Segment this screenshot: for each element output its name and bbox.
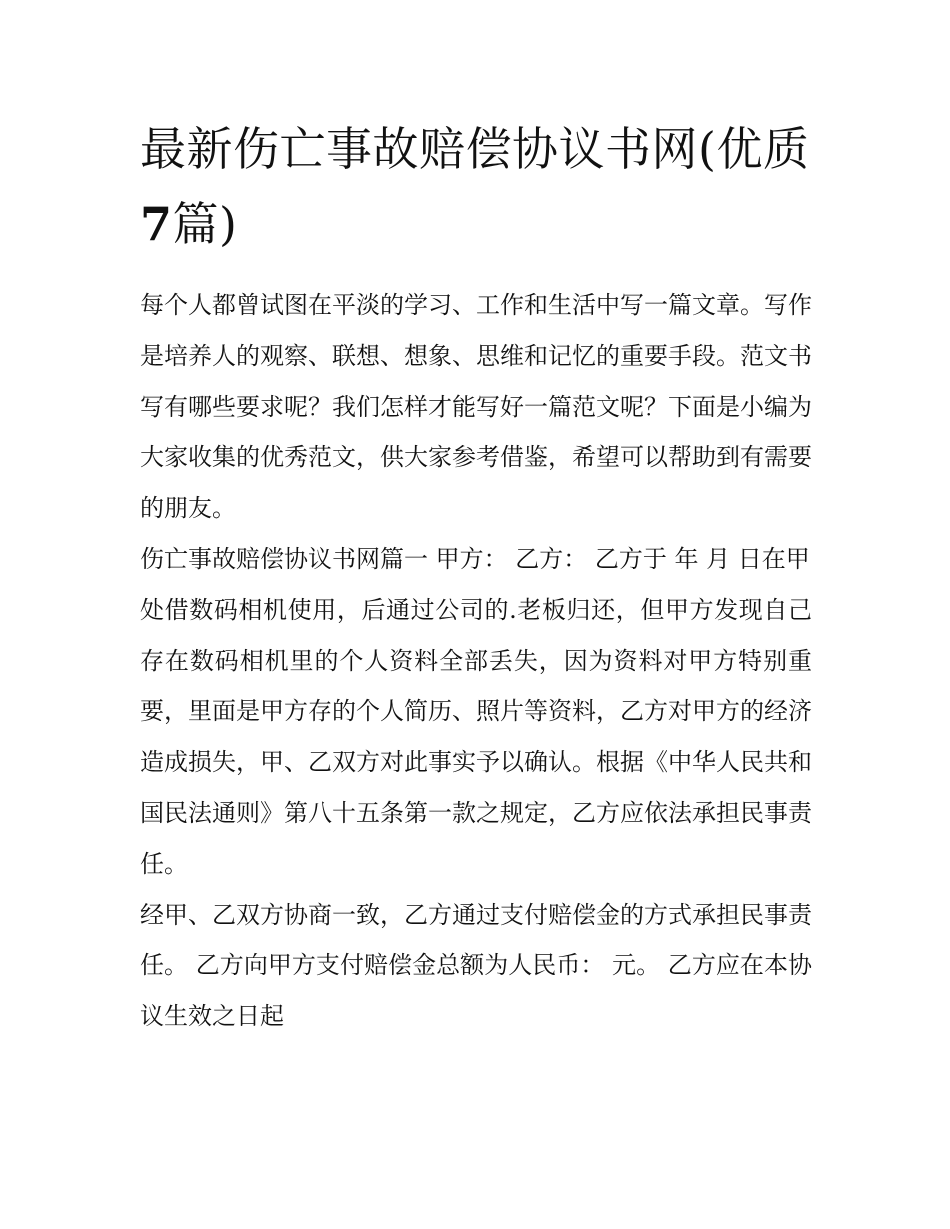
document-title <box>140 112 812 262</box>
body-paragraph: 经甲、乙双方协商一致，乙方通过支付赔偿金的方式承担民事责任。 乙方向甲方支付赔偿金总额为人民币： 元。 乙方应在本协议生效之日起 <box>140 900 812 1031</box>
document-page <box>140 112 812 1042</box>
section-heading-paragraph: 伤亡事故赔偿协议书网篇一 甲方： 乙方： 乙方于 年 月 日在甲 <box>140 544 810 573</box>
title-number: 7 <box>140 197 173 251</box>
body-paragraph: 处借数码相机使用，后通过公司的.老板归还，但甲方发现自己存在数码相机里的个人资料全部丢失，因为资料对甲方特别重要，里面是甲方存的个人简历、照片等资料，乙方对甲方的经济造成损失，甲、乙双方对此事实予以确认。根据《中华人民共和国民法通则》第八十五条第一款之规定，乙方应依法承担民事责任。 <box>140 595 812 878</box>
title-text-part2: 篇) <box>172 197 238 251</box>
intro-paragraph: 每个人都曾试图在平淡的学习、工作和生活中写一篇文章。写作是培养人的观察、联想、想象、思维和记忆的重要手段。范文书写有哪些要求呢？我们怎样才能写好一篇范文呢？下面是小编为大家收集的优秀范文，供大家参考借鉴，希望可以帮助到有需要的朋友。 <box>140 291 812 523</box>
title-text-part1: 最新伤亡事故赔偿协议书网(优质 <box>140 122 810 176</box>
